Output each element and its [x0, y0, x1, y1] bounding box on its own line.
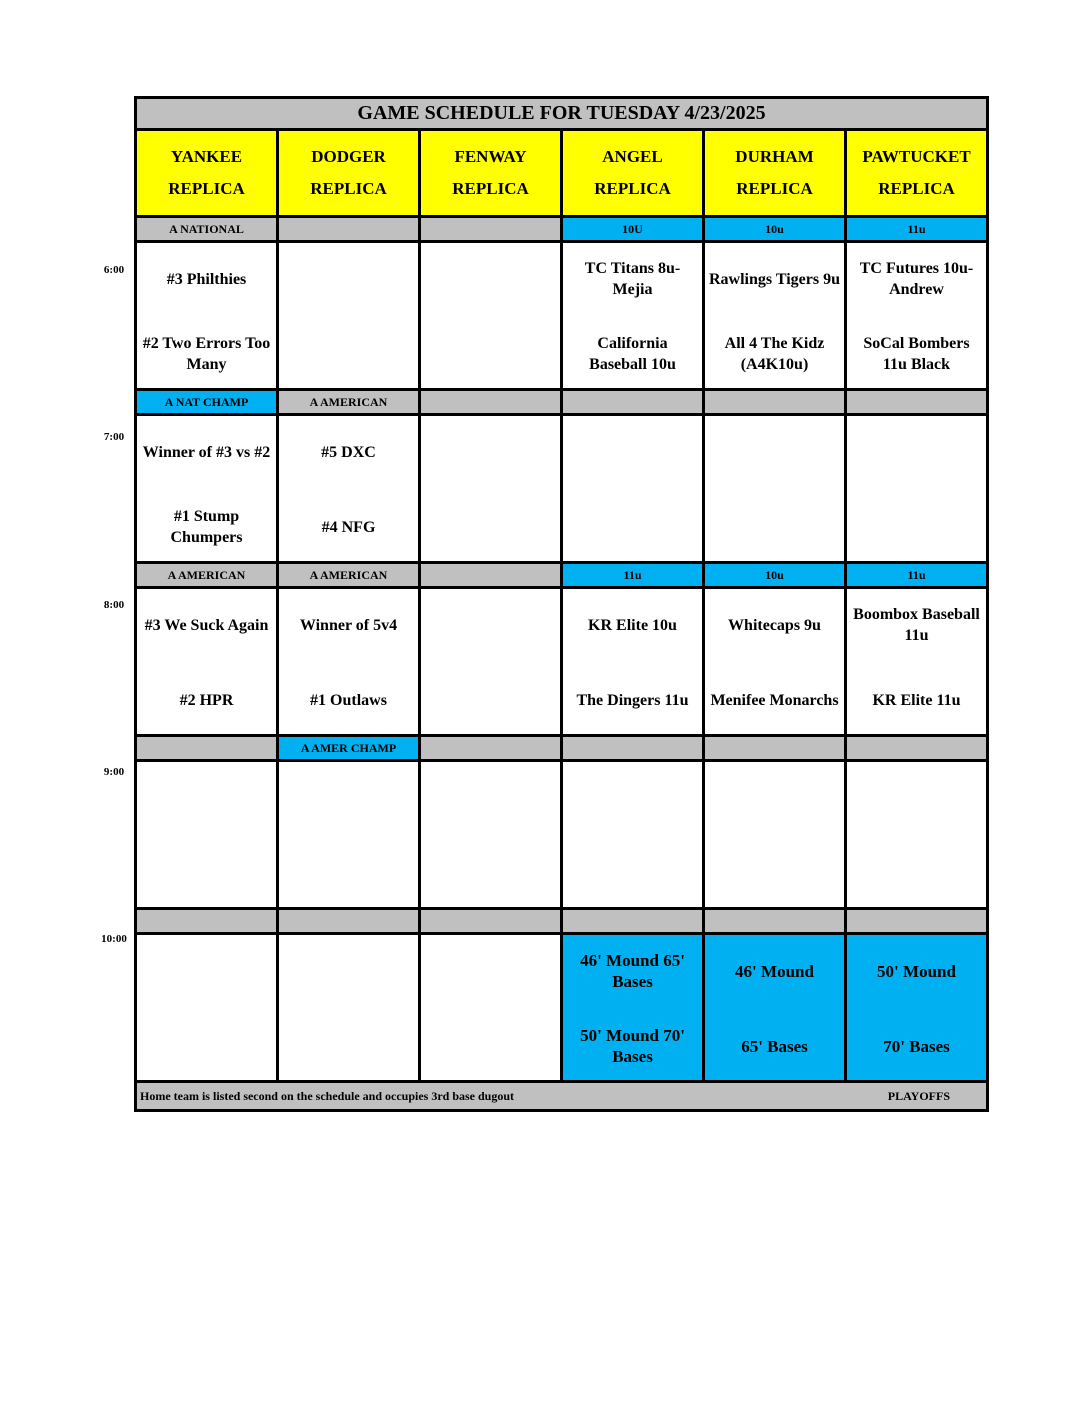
- division-row-8: [137, 564, 986, 589]
- game-cell: [847, 416, 986, 561]
- game-cell: [279, 243, 421, 388]
- game-cell: [279, 935, 421, 1080]
- schedule-title: GAME SCHEDULE FOR TUESDAY 4/23/2025: [137, 99, 986, 131]
- division-label: A AMERICAN: [279, 391, 421, 413]
- division-label: [421, 218, 563, 240]
- time-label-6: 6:00: [103, 264, 125, 276]
- field-sub: REPLICA: [310, 179, 387, 198]
- game-cell: [563, 243, 705, 388]
- game-cell: [563, 589, 705, 734]
- field-name: FENWAY: [454, 147, 527, 166]
- game-cell: [137, 935, 279, 1080]
- game-cell: [705, 416, 847, 561]
- division-label: [137, 737, 279, 759]
- home-team: #2 HPR: [179, 691, 234, 709]
- field-header-pawtucket: [847, 131, 986, 215]
- game-cell: [705, 589, 847, 734]
- away-team: Boombox Baseball 11u: [853, 606, 980, 644]
- time-label-10: 10:00: [101, 933, 127, 945]
- field-sub: REPLICA: [736, 179, 813, 198]
- mound-bases-cell: [563, 935, 705, 1080]
- time-label-8: 8:00: [103, 599, 125, 611]
- game-cell: [421, 243, 563, 388]
- game-cell: [421, 762, 563, 907]
- field-name: DURHAM: [735, 147, 814, 166]
- division-label: [421, 910, 563, 932]
- away-team: #3 We Suck Again: [144, 616, 269, 634]
- division-label: 11u: [847, 564, 986, 586]
- field-sub: REPLICA: [168, 179, 245, 198]
- home-team: California Baseball 10u: [589, 335, 676, 373]
- division-label: [705, 391, 847, 413]
- game-row-8: [137, 589, 986, 737]
- away-team: #5 DXC: [321, 443, 376, 461]
- bases-info: 65' Bases: [741, 1036, 808, 1056]
- time-label-7: 7:00: [103, 431, 125, 443]
- game-cell: [137, 589, 279, 734]
- game-row-10: [137, 935, 986, 1083]
- game-cell: [421, 935, 563, 1080]
- mound-bases-cell: [705, 935, 847, 1080]
- game-cell: [847, 243, 986, 388]
- time-label-9: 9:00: [103, 766, 125, 778]
- game-cell: [705, 243, 847, 388]
- schedule-footer: [137, 1083, 986, 1109]
- game-row-6: [137, 243, 986, 391]
- field-sub: REPLICA: [878, 179, 955, 198]
- division-label: [279, 218, 421, 240]
- division-label: [705, 910, 847, 932]
- mound-info: 50' Mound: [877, 961, 956, 981]
- game-cell: [847, 762, 986, 907]
- division-label: A NAT CHAMP: [137, 391, 279, 413]
- division-label: [563, 910, 705, 932]
- division-label: [137, 910, 279, 932]
- away-team: KR Elite 10u: [588, 616, 677, 634]
- home-team: All 4 The Kidz (A4K10u): [724, 335, 825, 373]
- away-team: Winner of 5v4: [299, 616, 398, 634]
- field-sub: REPLICA: [452, 179, 529, 198]
- home-team: #4 NFG: [321, 518, 376, 536]
- field-header-fenway: [421, 131, 563, 215]
- game-cell: [705, 762, 847, 907]
- division-label: A NATIONAL: [137, 218, 279, 240]
- game-cell: [137, 243, 279, 388]
- division-label: 10u: [705, 218, 847, 240]
- away-team: TC Titans 8u-Mejia: [584, 260, 681, 298]
- game-cell: [421, 416, 563, 561]
- division-label: [847, 391, 986, 413]
- mound-bases-cell: [847, 935, 986, 1080]
- division-row-7: [137, 391, 986, 416]
- game-cell: [279, 762, 421, 907]
- home-team: #2 Two Errors Too Many: [142, 335, 271, 373]
- division-row-10: [137, 910, 986, 935]
- field-header-row: [137, 131, 986, 218]
- field-name: PAWTUCKET: [862, 147, 971, 166]
- division-label: 10U: [563, 218, 705, 240]
- away-team: Winner of #3 vs #2: [142, 443, 271, 461]
- division-label: A AMER CHAMP: [279, 737, 421, 759]
- away-team: Rawlings Tigers 9u: [709, 270, 840, 288]
- game-cell: [847, 589, 986, 734]
- game-row-9: [137, 762, 986, 910]
- playoffs-label: PLAYOFFS: [887, 1089, 950, 1103]
- home-team: #1 Outlaws: [310, 691, 387, 709]
- division-label: [563, 391, 705, 413]
- schedule-table: [134, 96, 989, 1112]
- division-row-6: [137, 218, 986, 243]
- home-team: SoCal Bombers 11u Black: [863, 335, 970, 373]
- away-team: TC Futures 10u-Andrew: [859, 260, 974, 298]
- home-team: Menifee Monarchs: [710, 691, 839, 709]
- division-label: [563, 737, 705, 759]
- game-row-7: [137, 416, 986, 564]
- division-label: A AMERICAN: [137, 564, 279, 586]
- division-label: [279, 910, 421, 932]
- division-label: 11u: [563, 564, 705, 586]
- division-label: [847, 737, 986, 759]
- home-team: #1 Stump Chumpers: [170, 508, 243, 546]
- away-team: Whitecaps 9u: [728, 616, 821, 634]
- home-team-note: Home team is listed second on the schedule and occupies 3rd base dugout: [140, 1089, 515, 1103]
- game-cell: [563, 762, 705, 907]
- division-label: 11u: [847, 218, 986, 240]
- field-header-dodger: [279, 131, 421, 215]
- game-cell: [137, 762, 279, 907]
- field-header-durham: [705, 131, 847, 215]
- game-cell: [137, 416, 279, 561]
- field-name: ANGEL: [602, 147, 663, 166]
- home-team: KR Elite 11u: [872, 691, 961, 709]
- game-cell: [279, 589, 421, 734]
- bases-info: 70' Bases: [883, 1036, 950, 1056]
- division-label: A AMERICAN: [279, 564, 421, 586]
- division-row-9: [137, 737, 986, 762]
- field-name: DODGER: [311, 147, 386, 166]
- field-name: YANKEE: [170, 147, 243, 166]
- away-team: #3 Philthies: [166, 270, 247, 288]
- mound-bases-info: 50' Mound 70' Bases: [580, 1026, 685, 1066]
- field-header-angel: [563, 131, 705, 215]
- division-label: [421, 564, 563, 586]
- field-sub: REPLICA: [594, 179, 671, 198]
- game-cell: [279, 416, 421, 561]
- division-label: [421, 737, 563, 759]
- division-label: [847, 910, 986, 932]
- division-label: [421, 391, 563, 413]
- game-cell: [421, 589, 563, 734]
- division-label: 10u: [705, 564, 847, 586]
- game-cell: [563, 416, 705, 561]
- home-team: The Dingers 11u: [576, 691, 689, 709]
- mound-bases-info: 46' Mound 65' Bases: [580, 951, 685, 991]
- mound-info: 46' Mound: [735, 961, 814, 981]
- field-header-yankee: [137, 131, 279, 215]
- division-label: [705, 737, 847, 759]
